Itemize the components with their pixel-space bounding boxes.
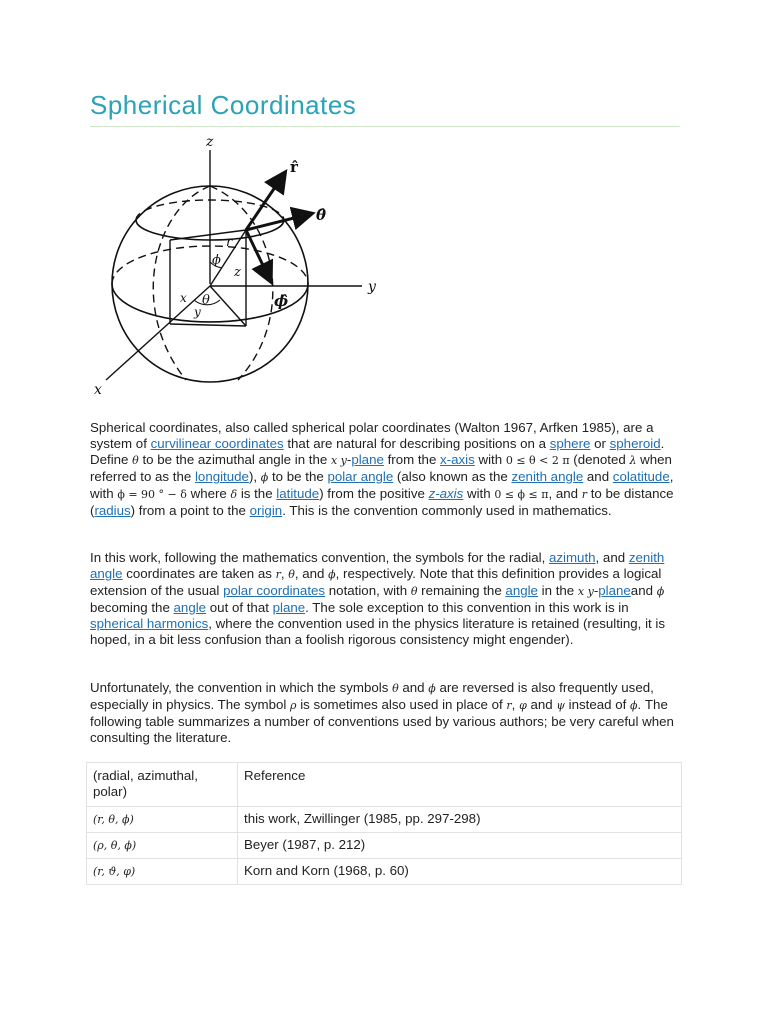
text: , and [548,486,582,501]
text: coordinates are taken as [122,566,276,581]
phi-hat-vector [246,230,270,280]
math-xy: x y [577,585,594,598]
text: with [474,452,506,467]
table-row [87,807,682,833]
text: ) from the positive [319,486,429,501]
x-length-label: x [180,291,187,305]
math-r: r [506,699,512,712]
math-theta: θ [288,568,295,581]
math-psi: ψ [556,699,565,712]
tuple-math: (r, ϑ, φ) [93,865,136,878]
text: or [590,436,610,451]
phi-hat-label: ϕ̂ [274,292,289,310]
text: , with [90,469,674,501]
text: and [526,697,557,712]
text: from the [383,452,441,467]
page-title: Spherical Coordinates [90,90,357,120]
reference-cell: this work, Zwillinger (1985, pp. 297-298) [238,807,682,833]
text: , respectively. Note that this definition provides a logical extension of the usual [90,566,662,598]
link-plane[interactable]: plane [351,452,384,467]
x-axis-label: x [94,382,102,398]
text: to be the azimuthal angle in the [138,452,331,467]
table-row [87,859,682,885]
spherical-coordinates-diagram [88,128,388,400]
link-x-axis[interactable]: x-axis [440,452,475,467]
tuple-math: (ρ, θ, ϕ) [93,839,137,852]
link-azimuth[interactable]: azimuth [548,550,596,565]
conventions-table [86,762,682,885]
text: , and [595,550,629,565]
link-origin[interactable]: origin [249,503,283,518]
r-label: r [226,235,233,250]
theta-hat-label: θ̂ [316,206,327,224]
projection-ground [170,324,246,326]
text: . This is the convention commonly used in mathematics. [282,503,612,518]
text: Spherical coordinates, also called spherical polar coordinates (Walton 1967, Arfken 1985), are a system of [90,420,654,451]
text: - [346,452,352,467]
theta-label: θ [202,293,210,308]
text: , and [294,566,329,581]
math-phi: ϕ [656,585,665,598]
math-delta: δ [230,488,238,501]
link-angle[interactable]: angle [505,583,538,598]
meridian-front [153,186,210,380]
link-angle[interactable]: angle [173,600,207,615]
text: and [630,583,657,598]
link-z-axis[interactable]: z-axis [428,486,464,501]
column-header-reference: Reference [238,763,682,807]
link-zenith-angle[interactable]: zenith angle [90,550,665,581]
table-row [87,833,682,859]
paragraph-convention [90,550,682,648]
link-spherical-harmonics[interactable]: spherical harmonics [90,616,209,631]
math-r: r [275,568,281,581]
link-polar-angle[interactable]: polar angle [327,469,394,484]
text: out of that [206,600,273,615]
math-xy: x y [330,454,347,467]
tuple-math: (r, θ, ϕ) [93,813,134,826]
coordinate-tuple [87,833,238,859]
y-length-label: y [194,305,201,319]
math-lambda: λ [629,454,637,467]
math-theta: θ [392,682,399,695]
text: becoming the [90,600,174,615]
text: . The sole exception to this convention in this work is in [305,600,629,615]
text: and [583,469,613,484]
text: to be distance ( [90,486,674,518]
text: with [463,486,495,501]
text: and [398,680,429,695]
link-plane[interactable]: plane [598,583,631,598]
text: instead of [564,697,631,712]
math-rho: ρ [290,699,297,712]
reference-cell: Korn and Korn (1968, p. 60) [238,859,682,885]
math-varphi: φ [519,699,527,712]
math-theta-range: 0 ≤ θ < 2 π [505,454,570,467]
text: In this work, following the mathematics convention, the symbols for the radial, [90,550,549,565]
z-axis-label: z [206,134,214,150]
text: - [593,583,599,598]
link-radius[interactable]: radius [94,503,131,518]
math-phi-latitude: ϕ = 90 ° − δ [117,488,187,501]
math-r: r [581,488,588,501]
rho-line [210,286,246,326]
r-hat-label: r̂ [290,158,298,176]
text: . Define [90,436,665,467]
text: to be the [268,469,328,484]
link-colatitude[interactable]: colatitude [612,469,670,484]
coordinate-tuple [87,807,238,833]
text: . The following table summarizes a number of conventions used by various authors; be very careful when consulting the literature. [90,697,674,745]
z-length-label: z [234,265,241,280]
y-axis-label: y [368,279,376,295]
text: in the [537,583,578,598]
math-theta: θ [132,454,139,467]
column-header-coordinates: (radial, azimuthal, polar) [87,763,238,807]
paragraph-definition [90,420,682,519]
text: , where the convention used in the physics literature is retained (resulting, it is hoped, in a bit less confusion than a foolish rigorous consistency might engender). [90,616,666,647]
text: Unfortunately, the convention in which the symbols [90,680,393,695]
link-longitude[interactable]: longitude [194,469,249,484]
text: is sometimes also used in place of [296,697,507,712]
link-sphere[interactable]: sphere [549,436,591,451]
link-curvilinear-coordinates[interactable]: curvilinear coordinates [150,436,284,451]
coordinate-tuple [87,859,238,885]
math-phi: ϕ [260,471,269,484]
text: is the [237,486,277,501]
math-theta: θ [410,585,418,598]
text: , [280,566,289,581]
link-latitude[interactable]: latitude [276,486,320,501]
math-phi: ϕ [428,682,436,695]
reference-cell: Beyer (1987, p. 212) [238,833,682,859]
text: (denoted [569,452,630,467]
text: that are natural for describing positions on a [283,436,550,451]
math-phi: ϕ [630,699,638,712]
text: , [511,697,520,712]
math-phi: ϕ [328,568,336,581]
text: remaining the [417,583,506,598]
text: when referred to as the [90,452,672,484]
text: are reversed is also frequently used, especially in physics. The symbol [90,680,654,712]
text: ), [248,469,261,484]
paragraph-alternate-conventions [90,680,682,746]
text: ) from a point to the [130,503,250,518]
link-spheroid[interactable]: spheroid [609,436,661,451]
link-polar-coordinates[interactable]: polar coordinates [223,583,326,598]
table-header-row [87,763,682,807]
link-zenith-angle[interactable]: zenith angle [511,469,584,484]
meridian-back [210,186,273,380]
text: notation, with [325,583,411,598]
title-divider [90,126,680,127]
link-plane[interactable]: plane [272,600,306,615]
text: where [186,486,231,501]
text: (also known as the [393,469,512,484]
phi-label: ϕ [212,253,221,268]
math-phi-range: 0 ≤ ϕ ≤ π [494,488,549,501]
